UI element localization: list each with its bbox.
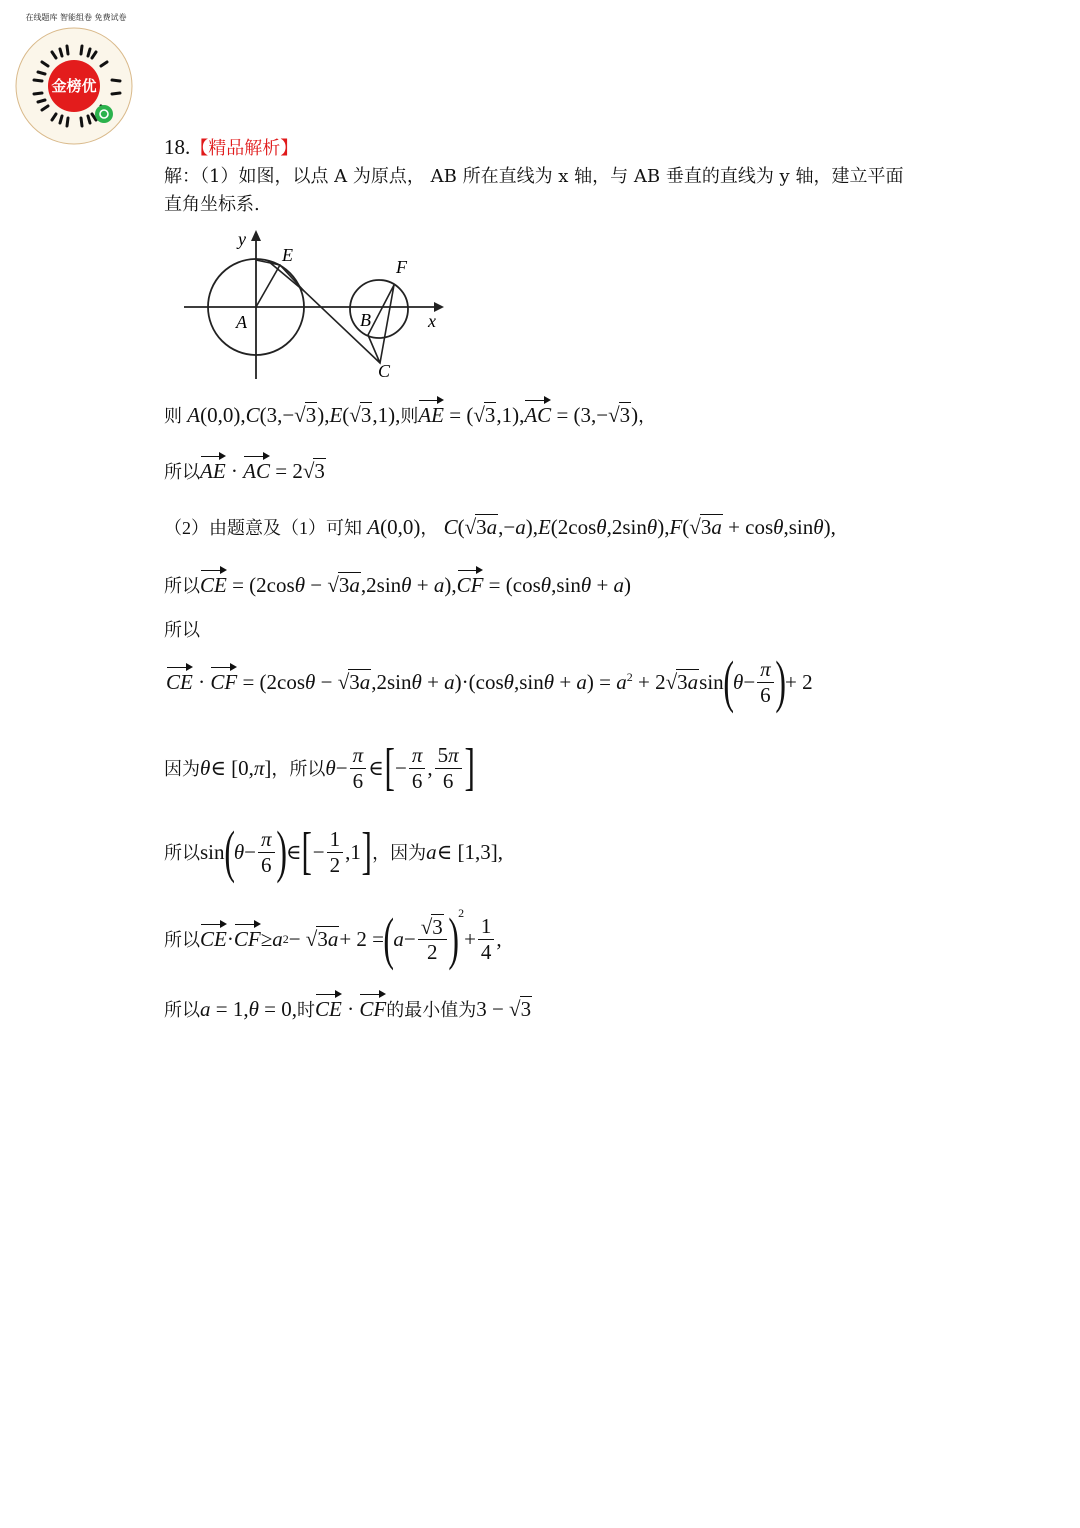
logo-center-text: 金榜优 xyxy=(51,77,97,95)
line-theta-range: 因为 θ ∈ [0, π ] ，所以 θ − $\frac{\pi}{6}$ ∈ [ − $\frac{\pi}{6}$ , $\frac{5\pi}{6}$ ] xyxy=(164,739,475,796)
line-vectors: 所以CE = (2cosθ − √3a,2sinθ + a),CF = (cosθ,sinθ + a) xyxy=(164,573,632,597)
logo xyxy=(12,13,136,146)
axis-y-label: y xyxy=(238,229,246,249)
point-A-label: A xyxy=(236,312,247,332)
line-dot-product: 所以AE · AC = 2√3 xyxy=(164,459,325,483)
problem-heading xyxy=(164,134,298,160)
axis-x-label: x xyxy=(428,311,436,331)
line-coordinates: 则 A(0,0),C(3,−√3),E(√3,1),则AE = (√3,1),AC = (3,−√3)， xyxy=(164,403,657,427)
problem-number: 18. xyxy=(164,135,191,159)
line-min-value: 所以a = 1,θ = 0,时CE · CF的最小值为3 − √3 xyxy=(164,997,532,1021)
coordinate-figure xyxy=(180,225,450,385)
point-C-label: C xyxy=(378,361,391,381)
point-B-label: B xyxy=(360,310,371,330)
line-part2: （2）由题意及（1）可知 A(0,0)， C(√3a,−a),E(2cosθ,2sinθ),F(√3a + cosθ,sinθ), xyxy=(164,515,836,539)
logo-arc-text: 在线题库 智能组卷 免费试卷 xyxy=(25,13,127,22)
line-inequality: 所以 CE · CF ≥ a 2 − √ 3a + 2 = ( a − $\frac{√3}{2}$ ) $^2$ + $\frac{1}{4}$ , xyxy=(164,905,502,971)
line-sin-range: 所以 sin ( θ − $\frac{\pi}{6}$ ) ∈ [ − $\frac{1}{2}$ ,1 ] ，因为 a ∈ [1,3], xyxy=(164,819,503,884)
point-E-label: E xyxy=(282,245,293,265)
line-so: 所以 xyxy=(164,620,200,641)
part1-intro: 解：（1）如图，以点 A 为原点， AB 所在直线为 x 轴，与 AB 垂直的直线为 y 轴，建立平面 xyxy=(164,166,904,187)
line-expression: CE · CF = $(2\cos\theta - √3a,2\sin\theta + a)\cdot(\cos\theta,\sin\theta + a) = a^2 + 2√3asin$ ( θ − $\frac{\pi}{6}$ ) + 2 xyxy=(166,649,813,714)
point-F-label: F xyxy=(396,257,407,277)
solution-tag: 【精品解析】 xyxy=(190,138,299,159)
part1-intro-cont: 直角坐标系. xyxy=(164,194,260,215)
